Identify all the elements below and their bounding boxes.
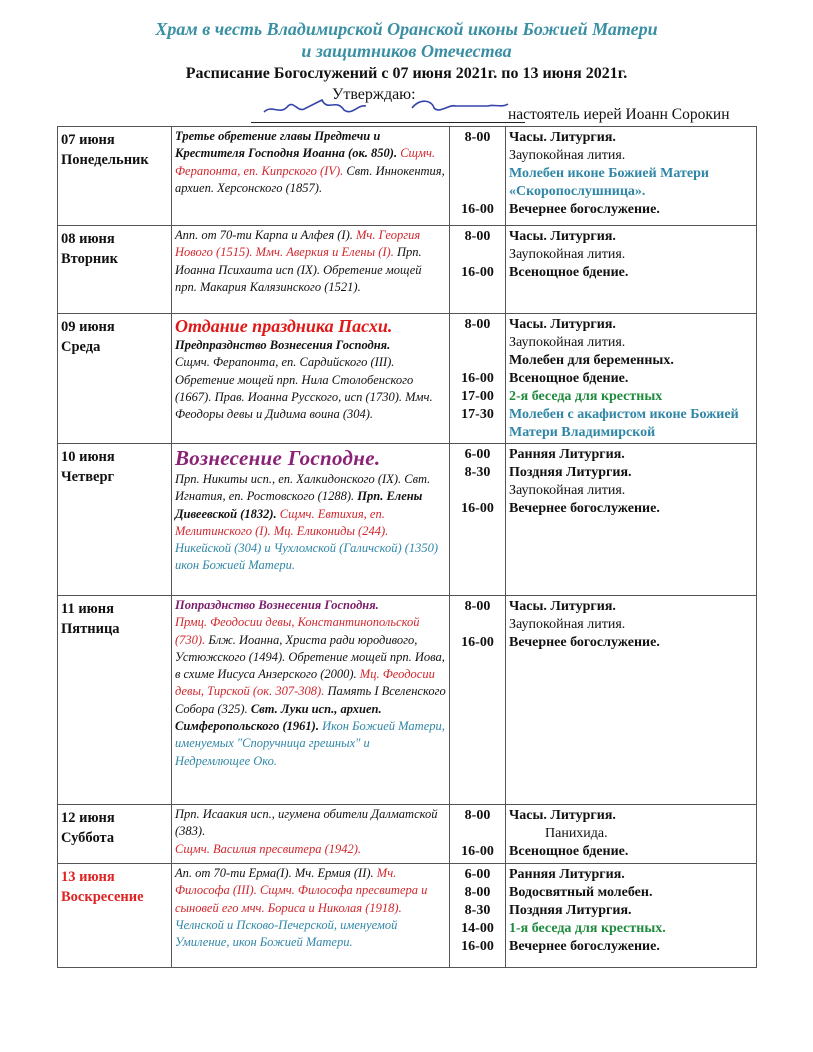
time: 16-00 — [461, 844, 494, 859]
feast-title: Вознесение Господне. — [175, 446, 381, 470]
church-title-line2: и защитников Отечества — [301, 41, 512, 61]
time-cell — [450, 805, 506, 864]
time: 16-00 — [461, 202, 494, 217]
day-weekday: Воскресение — [61, 889, 144, 905]
saints-text: Мч. Георгия Нового (1515). Ммч. Аверкия и Елены (I). — [175, 228, 421, 260]
service: Заупокойная лития. — [509, 617, 626, 632]
time: 14-00 — [461, 921, 494, 936]
saints-text: Третье обретение главы Предтечи и Крестителя Господня Иоанна (ок. 850). — [175, 129, 398, 161]
time: 17-00 — [461, 389, 494, 404]
saints-text: Челнской и Псково-Печерской, именуемой Умиление, икон Божией Матери. — [175, 917, 398, 950]
day-weekday: Вторник — [61, 251, 118, 267]
day-date: 08 июня — [61, 231, 115, 247]
time: 8-00 — [464, 599, 491, 614]
day-weekday: Понедельник — [61, 152, 149, 168]
service: Заупокойная лития. — [509, 335, 626, 350]
saints-text: Предпразднство Вознесения Господня. — [175, 338, 391, 352]
table-row — [58, 864, 757, 968]
service-cell — [506, 444, 757, 596]
saints-text: Мц. Феодосии девы, Тирской (ок. 307-308). — [175, 667, 435, 699]
saints-text: Свт. Луки исп., архиеп. Симферопольского (1961). — [175, 701, 382, 734]
service-cell — [506, 805, 757, 864]
service: Часы. Литургия. — [509, 229, 616, 244]
time-cell — [450, 226, 506, 314]
time: 16-00 — [461, 635, 494, 650]
service: Заупокойная лития. — [509, 148, 626, 163]
saints-text: Сщмч. Ферапонта, еп. Сардийского (III). Обретение мощей прп. Нила Столобенского (1667). Прав. Иоанна Русского, исп (1730). Ммч. Феодоры девы и Дидима воина (304). — [175, 355, 433, 422]
service: 2-я беседа для крестных — [509, 389, 663, 404]
service-cell — [506, 226, 757, 314]
day-date: 12 июня — [61, 810, 115, 826]
day-cell — [58, 314, 172, 444]
saints-cell — [172, 864, 450, 968]
saints-text: Прп. Иоанна Психаита исп (IX). Обретение мощей прп. Макария Калязинского (1521). — [175, 245, 422, 294]
service: Водосвятный молебен. — [509, 885, 653, 900]
day-date: 09 июня — [61, 319, 115, 335]
service: Молебен с акафистом иконе Божией Матери Владимирской — [509, 407, 739, 440]
table-row — [58, 314, 757, 444]
signature — [262, 94, 512, 120]
service: Поздняя Литургия. — [509, 465, 632, 480]
service: Поздняя Литургия. — [509, 903, 632, 918]
saints-cell — [172, 226, 450, 314]
church-title-line1: Храм в честь Владимирской Оранской иконы Божией Матери — [155, 19, 658, 39]
day-cell — [58, 226, 172, 314]
service: Ранняя Литургия. — [509, 447, 625, 462]
time: 8-00 — [464, 885, 491, 900]
time: 8-00 — [464, 229, 491, 244]
table-row — [58, 805, 757, 864]
saints-text: Сщмч. Евтихия, еп. Мелитинского (I). Мц. Еликониды (244). — [175, 506, 389, 538]
time: 16-00 — [461, 371, 494, 386]
time-cell — [450, 314, 506, 444]
saints-cell — [172, 127, 450, 226]
day-weekday: Суббота — [61, 830, 115, 846]
table-row — [58, 226, 757, 314]
day-date: 07 июня — [61, 132, 115, 148]
saints-text: Апп. от 70-ти Карпа и Алфея (I). — [175, 228, 353, 242]
schedule-table — [57, 126, 757, 968]
service: Молебен для беременных. — [509, 353, 674, 368]
service: Всенощное бдение. — [509, 371, 629, 386]
time-cell — [450, 127, 506, 226]
service: Вечернее богослужение. — [509, 939, 660, 954]
service-cell — [506, 864, 757, 968]
time: 6-00 — [464, 447, 491, 462]
service: Часы. Литургия. — [509, 130, 616, 145]
day-cell — [58, 127, 172, 226]
day-date: 13 июня — [61, 869, 115, 885]
saints-text: Ап. от 70-ти Ерма(I). Мч. Ермия (II). — [175, 866, 374, 880]
day-date: 10 июня — [61, 449, 115, 465]
day-cell — [58, 864, 172, 968]
day-weekday: Пятница — [61, 621, 120, 637]
time: 16-00 — [461, 501, 494, 516]
service: Часы. Литургия. — [509, 808, 616, 823]
table-row — [58, 596, 757, 805]
saints-text: Икон Божией Матери, именуемых "Споручница грешных" и Недремлющее Око. — [175, 719, 445, 768]
time: 6-00 — [464, 867, 491, 882]
table-row — [58, 444, 757, 596]
service: Вечернее богослужение. — [509, 501, 660, 516]
saints-text: Попразднство Вознесения Господня. — [175, 598, 379, 612]
saints-text: Никейской (304) и Чухломской (Галичской) (1350) икон Божией Матери. — [175, 541, 439, 573]
service: Часы. Литургия. — [509, 599, 616, 614]
time: 8-00 — [464, 130, 491, 145]
service: Вечернее богослужение. — [509, 202, 660, 217]
service: Заупокойная лития. — [509, 247, 626, 262]
day-cell — [58, 596, 172, 805]
service: 1-я беседа для крестных. — [509, 921, 666, 936]
day-date: 11 июня — [61, 601, 114, 617]
rector-name: настоятель иерей Иоанн Сорокин — [508, 106, 730, 123]
saints-text: Прмц. Феодосии девы, Константинопольской (730). — [175, 615, 420, 647]
table-row — [58, 127, 757, 226]
saints-text: Сщмч. Ферапонта, еп. Кипрского (IV). — [175, 146, 436, 178]
saints-text: Прп. Елены Дивеевской (1832). — [175, 489, 423, 521]
service: Всенощное бдение. — [509, 844, 629, 859]
service: Панихида. — [545, 826, 608, 841]
saints-text: Мч. Философа (III). Сщмч. Философа пресвитера и сыновей его мчч. Бориса и Николая (1918). — [175, 866, 428, 915]
day-weekday: Четверг — [61, 469, 115, 485]
time: 17-30 — [461, 407, 494, 422]
saints-text: Прп. Никиты исп., еп. Халкидонского (IX). Свт. Игнатия, еп. Ростовского (1288). — [175, 472, 431, 504]
schedule-title: Расписание Богослужений с 07 июня 2021г. по 13 июня 2021г. — [185, 65, 628, 82]
service: Часы. Литургия. — [509, 317, 616, 332]
service: Ранняя Литургия. — [509, 867, 625, 882]
service: Молебен иконе Божией Матери «Скоропослушница». — [509, 166, 709, 199]
service: Заупокойная лития. — [509, 483, 626, 498]
time: 8-00 — [464, 808, 491, 823]
time: 8-30 — [464, 903, 491, 918]
service-cell — [506, 314, 757, 444]
saints-cell — [172, 444, 450, 596]
day-cell — [58, 805, 172, 864]
day-weekday: Среда — [61, 339, 101, 355]
day-cell — [58, 444, 172, 596]
service-cell — [506, 596, 757, 805]
saints-text: Сщмч. Василия пресвитера (1942). — [175, 841, 362, 856]
saints-text: Память I Вселенского Собора (325). — [175, 684, 446, 716]
time: 16-00 — [461, 939, 494, 954]
time-cell — [450, 864, 506, 968]
time-cell — [450, 596, 506, 805]
service: Вечернее богослужение. — [509, 635, 660, 650]
saints-text: Прп. Исаакия исп., игумена обители Далматской (383). — [175, 807, 438, 839]
time: 16-00 — [461, 265, 494, 280]
saints-cell — [172, 805, 450, 864]
saints-text: Блж. Иоанна, Христа ради юродивого, Устюжского (1494). Обретение мощей прп. Иова, в схиме Иисуса Анзерского (2000). — [175, 632, 445, 682]
time-cell — [450, 444, 506, 596]
approve-label: Утверждаю: — [332, 86, 416, 103]
service-cell — [506, 127, 757, 226]
feast-title: Отдание праздника Пасхи. — [175, 316, 393, 336]
time: 8-30 — [464, 465, 491, 480]
saints-text: Свт. Иннокентия, архиеп. Херсонского (1857). — [175, 163, 445, 195]
time: 8-00 — [464, 317, 491, 332]
saints-cell — [172, 596, 450, 805]
service: Всенощное бдение. — [509, 265, 629, 280]
saints-cell — [172, 314, 450, 444]
